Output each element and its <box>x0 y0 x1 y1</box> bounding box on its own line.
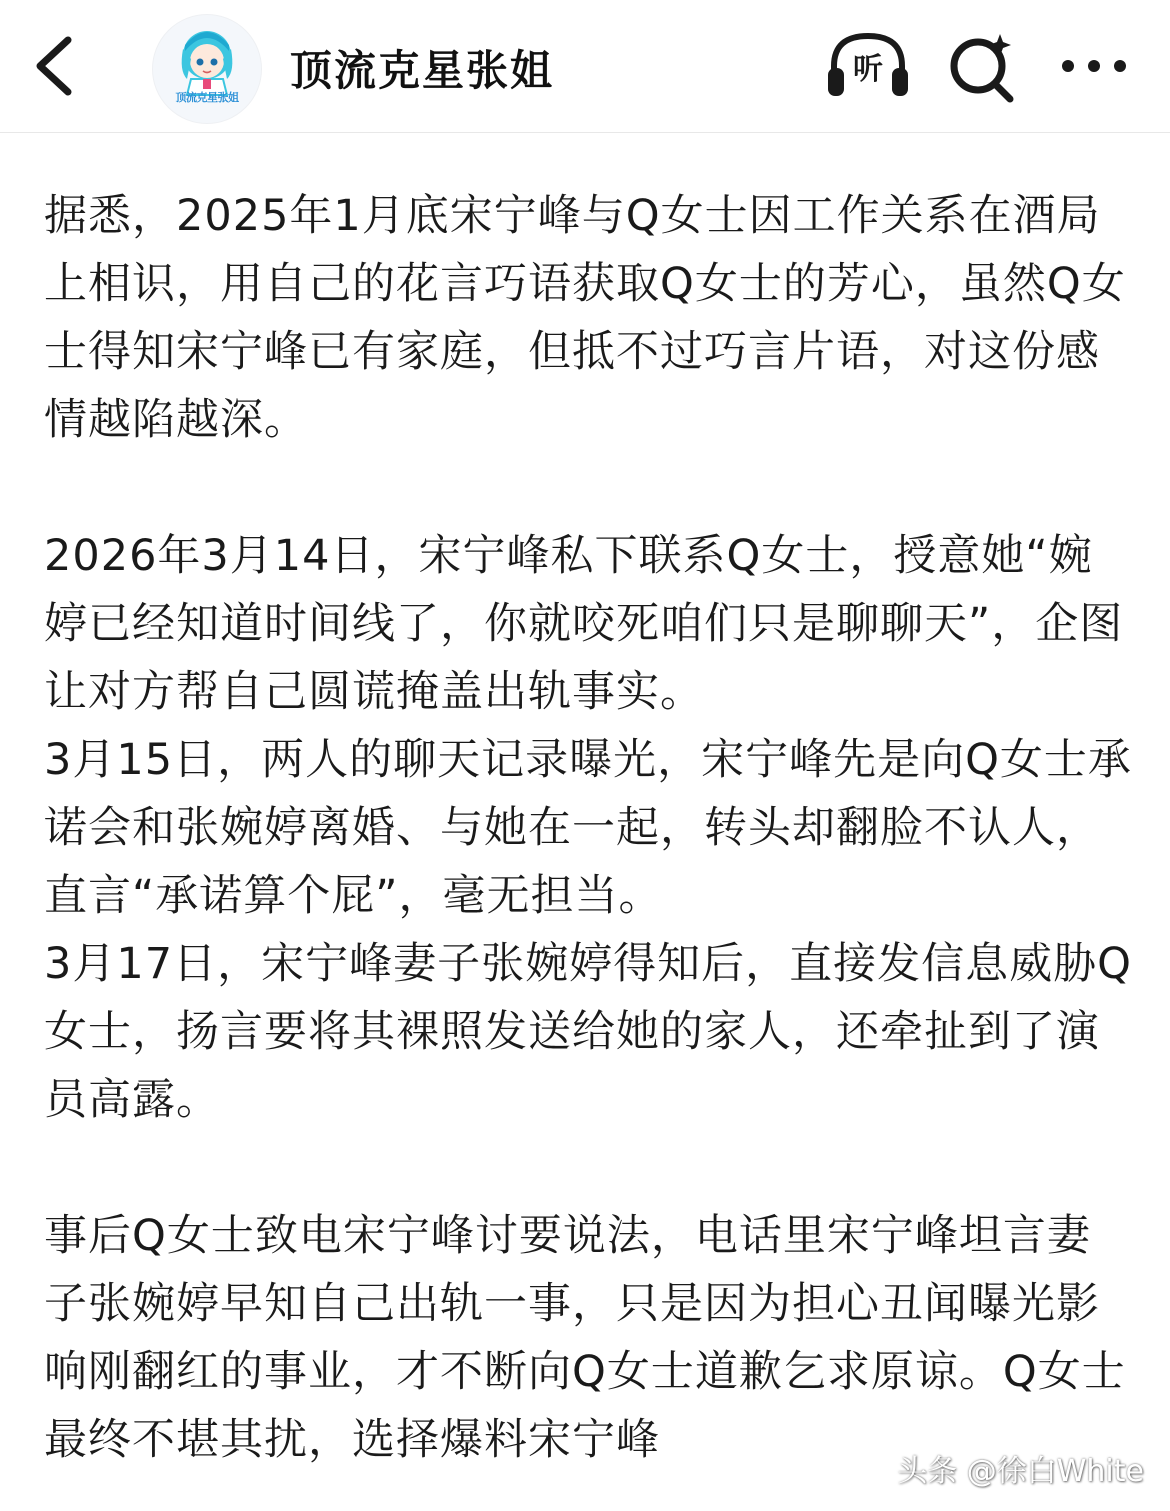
paragraph-spacer <box>44 454 1134 522</box>
article-paragraph: 据悉，2025年1月底宋宁峰与Q女士因工作关系在酒局上相识，用自己的花言巧语获取Q女士的芳心，虽然Q女士得知宋宁峰已有家庭，但抵不过巧言片语，对这份感情越陷越深。 <box>44 191 1126 445</box>
avatar-character-image <box>153 15 261 123</box>
avatar-caption: 顶流克星张姐 <box>175 91 239 104</box>
chevron-left-icon <box>24 26 94 106</box>
article-body <box>44 182 1134 1474</box>
search-icon <box>944 30 1020 106</box>
listen-button[interactable] <box>824 30 912 102</box>
back-button[interactable] <box>24 26 94 106</box>
more-horizontal-icon <box>1056 40 1136 92</box>
paragraph-spacer <box>44 1134 1134 1202</box>
search-button[interactable] <box>944 30 1020 106</box>
more-options-button[interactable] <box>1056 40 1136 92</box>
listen-label: 听 <box>853 52 883 87</box>
article-paragraph: 3月17日，宋宁峰妻子张婉婷得知后，直接发信息威胁Q女士，扬言要将其裸照发送给她的家人，还牵扯到了演员高露。 <box>44 939 1132 1125</box>
account-name[interactable]: 顶流克星张姐 <box>290 46 555 95</box>
top-nav-bar <box>0 0 1170 133</box>
article-paragraph: 3月15日，两人的聊天记录曝光，宋宁峰先是向Q女士承诺会和张婉婷离婚、与她在一起，转头却翻脸不认人，直言“承诺算个屁”，毫无担当。 <box>44 735 1132 921</box>
article-paragraph: 事后Q女士致电宋宁峰讨要说法，电话里宋宁峰坦言妻子张婉婷早知自己出轨一事，只是因为担心丑闻曝光影响刚翻红的事业，才不断向Q女士道歉乞求原谅。Q女士最终不堪其扰，选择爆料宋宁峰 <box>44 1211 1126 1465</box>
account-avatar[interactable] <box>152 14 262 124</box>
article-paragraph: 2026年3月14日，宋宁峰私下联系Q女士，授意她“婉婷已经知道时间线了，你就咬死咱们只是聊聊天”，企图让对方帮自己圆谎掩盖出轨事实。 <box>44 531 1124 717</box>
source-watermark: 头条 @徐白White <box>897 1454 1144 1489</box>
